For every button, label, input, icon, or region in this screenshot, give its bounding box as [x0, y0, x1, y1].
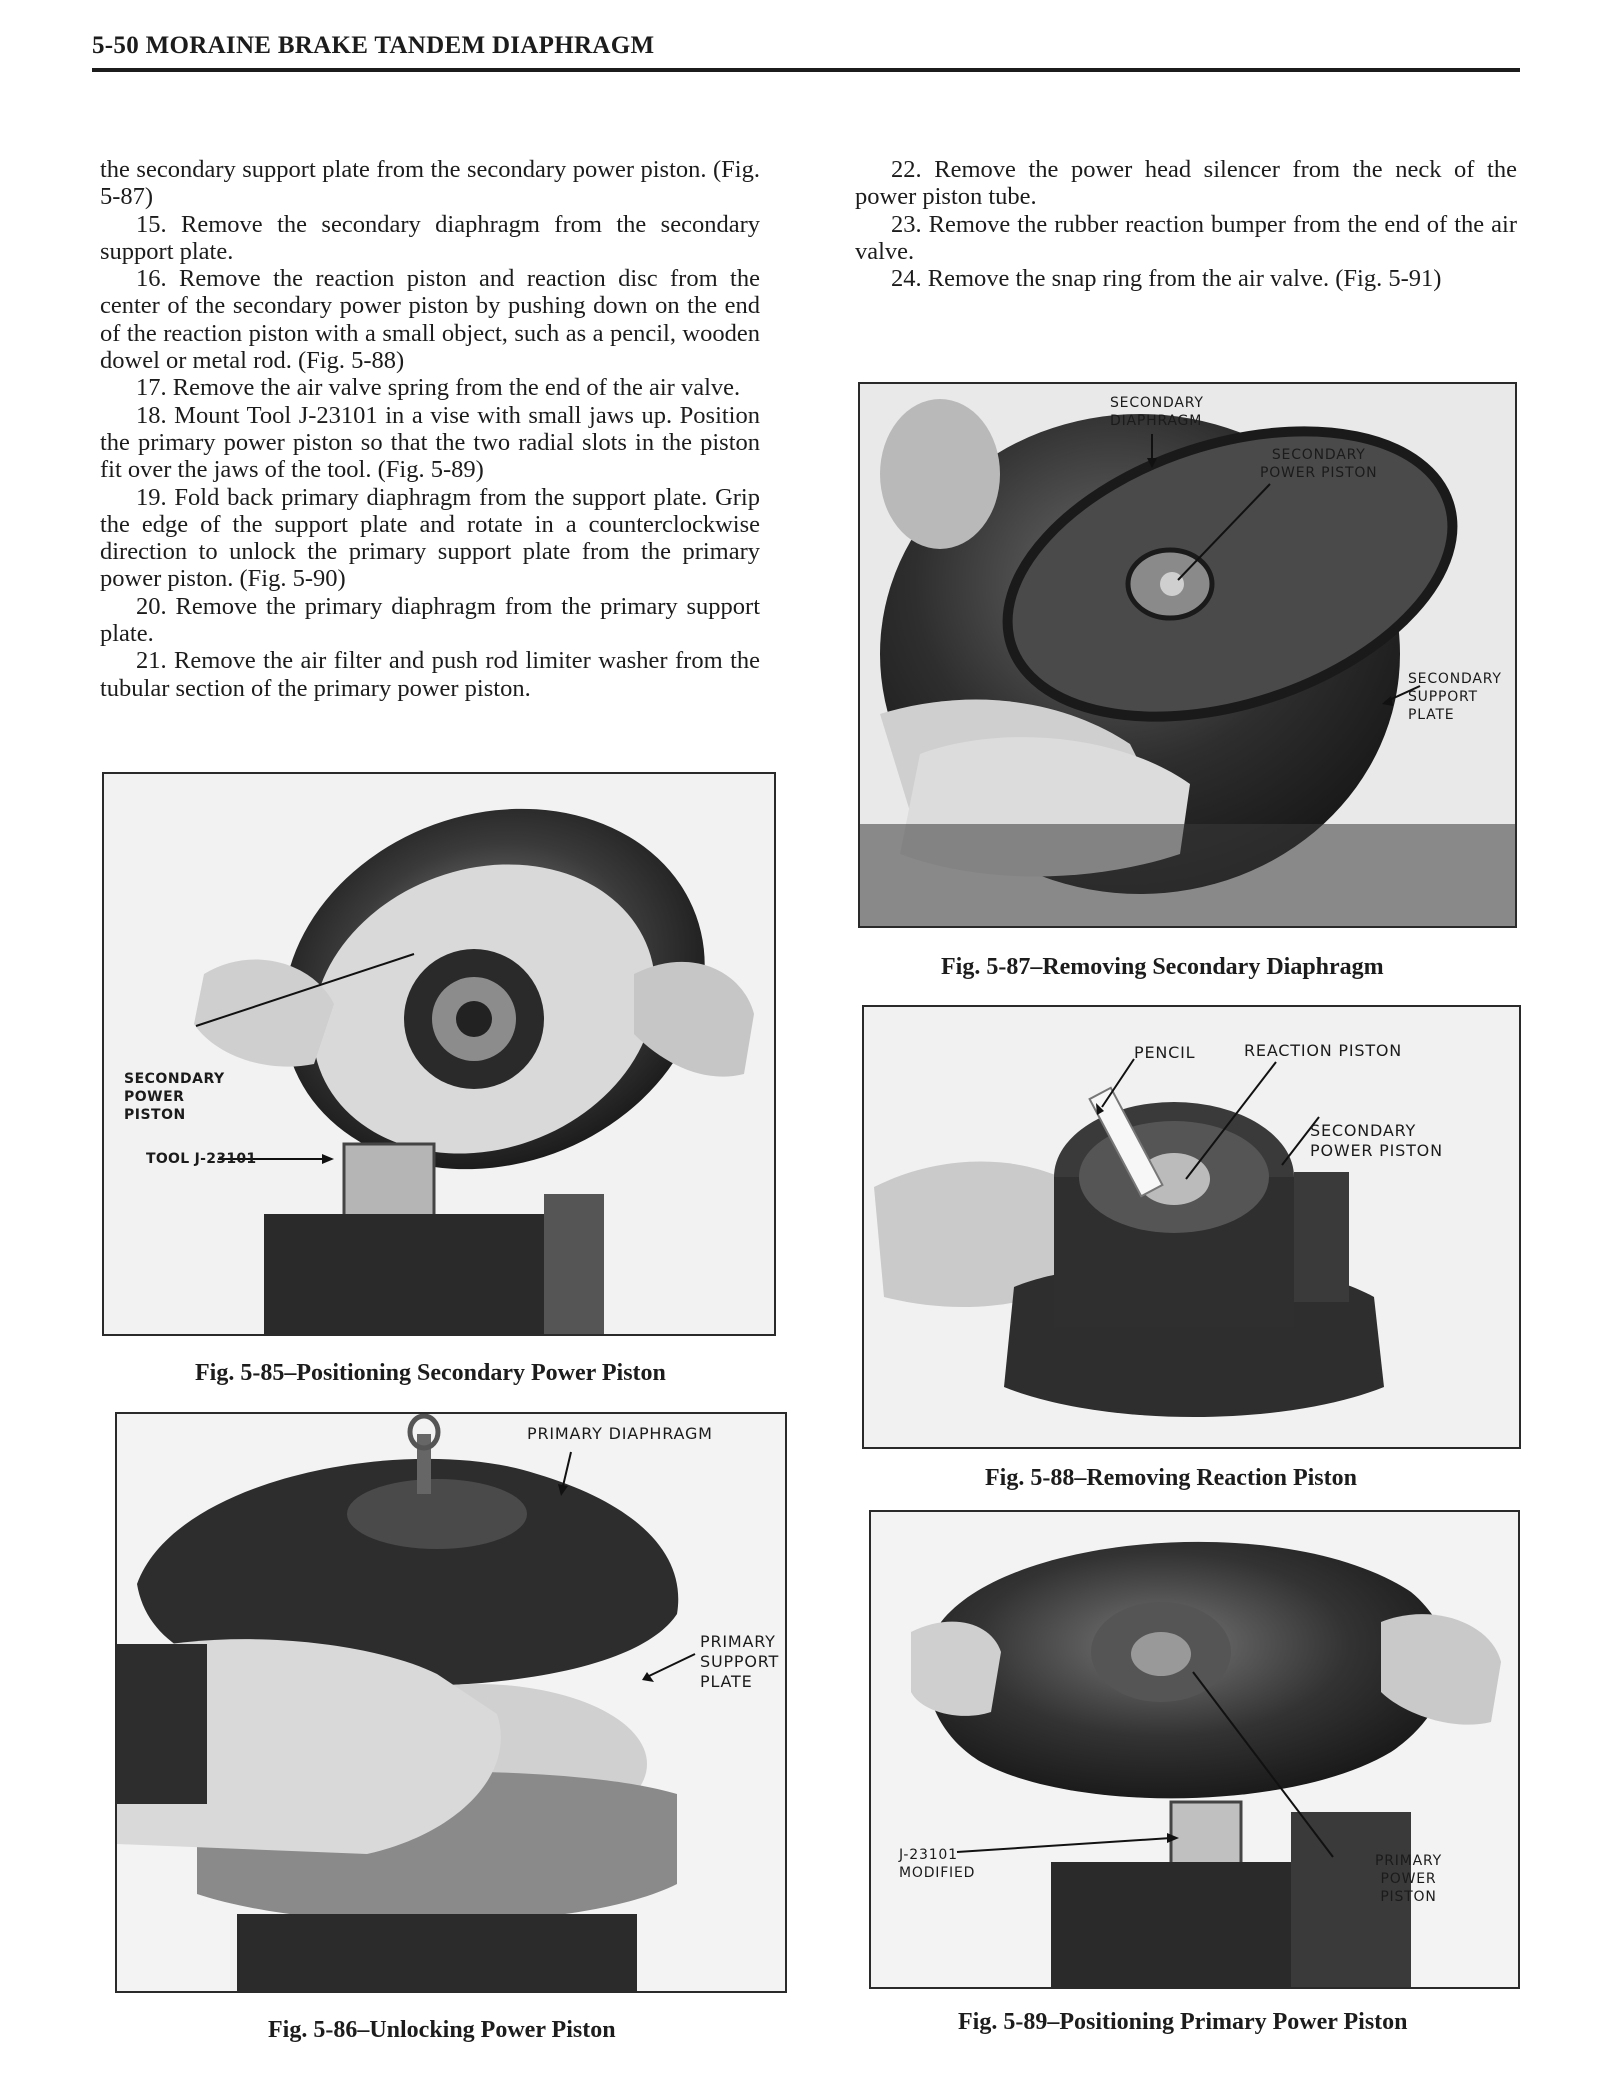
right-text-column	[855, 156, 1517, 292]
paragraph: 16. Remove the reaction piston and reaction disc from the center of the secondary power piston by pushing down on the end of the reaction piston with a small object, such as a pencil, wooden dowel or metal rod. (Fig. 5-88)	[100, 265, 760, 375]
label-reaction-piston: REACTION PISTON	[1244, 1041, 1403, 1060]
paragraph: 19. Fold back primary diaphragm from the support plate. Grip the edge of the support plate and rotate in a counterclockwise direction to unlock the primary support plate from the primary power piston. (Fig. 5-90)	[100, 483, 760, 593]
header-rule	[92, 68, 1520, 72]
leader-lines	[860, 384, 1515, 926]
figure-5-89-caption: Fig. 5-89–Positioning Primary Power Piston	[958, 2009, 1408, 2035]
figure-5-86-caption: Fig. 5-86–Unlocking Power Piston	[268, 2017, 616, 2043]
label-line: POWER	[124, 1089, 185, 1105]
label-line: PLATE	[1408, 707, 1455, 723]
label-line: SUPPORT	[1408, 689, 1478, 705]
leader-lines	[104, 774, 774, 1334]
label-line: SECONDARY	[1110, 395, 1204, 411]
label-secondary-power-piston	[1260, 446, 1377, 482]
label-line: DIAPHRAGM	[1110, 413, 1203, 429]
label-line: POWER PISTON	[1310, 1141, 1443, 1160]
label-secondary-power-piston	[124, 1070, 225, 1124]
paragraph: 15. Remove the secondary diaphragm from the secondary support plate.	[100, 210, 760, 265]
leader-lines	[117, 1414, 785, 1991]
label-secondary-power-piston	[1310, 1121, 1443, 1161]
leader-lines	[864, 1007, 1519, 1447]
figure-5-85-photo	[102, 772, 776, 1336]
paragraph: 23. Remove the rubber reaction bumper from the end of the air valve.	[855, 210, 1517, 265]
label-j23101-modified	[899, 1846, 975, 1882]
label-line: PISTON	[1380, 1889, 1437, 1905]
label-line: PISTON	[124, 1107, 186, 1123]
paragraph: 21. Remove the air filter and push rod limiter washer from the tubular section of the primary power piston.	[100, 647, 760, 702]
label-line: SECONDARY	[1271, 447, 1366, 463]
paragraph: 20. Remove the primary diaphragm from the primary support plate.	[100, 592, 760, 648]
figure-5-85-caption: Fig. 5-85–Positioning Secondary Power Piston	[195, 1360, 666, 1386]
label-line: SECONDARY	[124, 1071, 225, 1087]
page-header	[92, 30, 1520, 72]
page-title: 5-50 MORAINE BRAKE TANDEM DIAPHRAGM	[92, 32, 655, 59]
figure-5-88-caption: Fig. 5-88–Removing Reaction Piston	[985, 1465, 1357, 1491]
label-line: SECONDARY	[1408, 671, 1502, 687]
paragraph: 24. Remove the snap ring from the air valve. (Fig. 5-91)	[891, 265, 1442, 293]
figure-5-89-photo	[869, 1510, 1520, 1989]
leader-lines	[871, 1512, 1518, 1987]
label-line: J-23101	[899, 1847, 958, 1863]
label-primary-power-piston	[1375, 1852, 1442, 1906]
paragraph: 18. Mount Tool J-23101 in a vise with small jaws up. Position the primary power piston so that the two radial slots in the piston fit over the jaws of the tool. (Fig. 5-89)	[100, 401, 760, 484]
label-line: SECONDARY	[1310, 1121, 1417, 1140]
label-line: POWER PISTON	[1260, 465, 1378, 481]
paragraph: 17. Remove the air valve spring from the end of the air valve.	[136, 374, 741, 402]
label-primary-support-plate	[700, 1632, 779, 1692]
label-secondary-support-plate	[1408, 670, 1502, 724]
label-line: PRIMARY	[700, 1632, 776, 1651]
figure-5-86-photo	[115, 1412, 787, 1993]
paragraph: the secondary support plate from the secondary power piston. (Fig. 5-87)	[100, 156, 760, 211]
label-line: SUPPORT	[700, 1652, 780, 1671]
label-pencil: PENCIL	[1134, 1043, 1196, 1062]
label-line: PLATE	[700, 1672, 753, 1691]
label-line: MODIFIED	[899, 1865, 976, 1881]
label-line: PRIMARY	[1375, 1853, 1442, 1869]
figure-5-87-caption: Fig. 5-87–Removing Secondary Diaphragm	[941, 954, 1384, 980]
label-line: POWER	[1380, 1871, 1437, 1887]
figure-5-87-photo	[858, 382, 1517, 928]
figure-5-88-photo	[862, 1005, 1521, 1449]
label-tool-j23101: TOOL J-23101	[146, 1151, 257, 1167]
label-primary-diaphragm: PRIMARY DIAPHRAGM	[527, 1424, 713, 1443]
paragraph: 22. Remove the power head silencer from the neck of the power piston tube.	[855, 156, 1517, 211]
left-text-column	[100, 156, 760, 702]
